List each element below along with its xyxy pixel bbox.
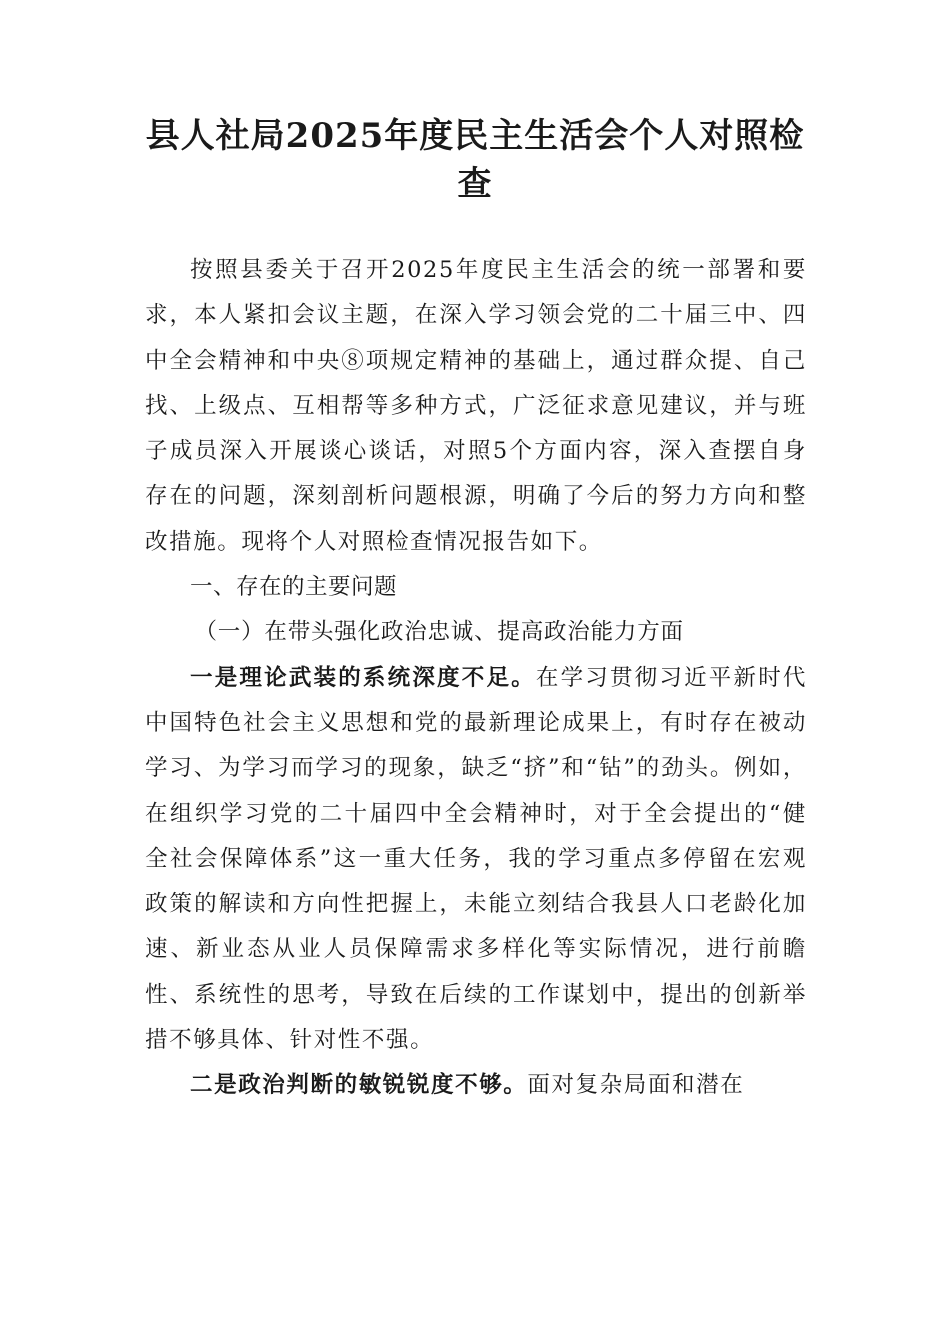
section-heading: 一、存在的主要问题 <box>190 574 398 601</box>
point-body: 在学习贯彻习近平新时代中国特色社会主义思想和党的最新理论成果上，有时存在被动学习、为学习而学习的现象，缺乏“挤”和“钻”的劲头。例如，在组织学习党的二十届四中全会精神时，对于全会提出的“健全社会保障体系”这一重大任务，我的学习重点多停留在宏观政策的解读和方向性把握上，未能立刻结合我县人口老龄化加速、新业态从业人员保障需求多样化等实际情况，进行前瞻性、系统性的思考，导致在后续的工作谋划中，提出的创新举措不够具体、针对性不强。 <box>145 664 807 1054</box>
intro-paragraph: 按照县委关于召开2025年度民主生活会的统一部署和要求，本人紧扣会议主题，在深入学习领会党的二十届三中、四中全会精神和中央⑧项规定精神的基础上，通过群众提、自己找、上级点、互相帮等多种方式，广泛征求意见建议，并与班子成员深入开展谈心谈话，对照5个方面内容，深入查摆自身存在的问题，深刻剖析问题根源，明确了今后的努力方向和整改措施。现将个人对照检查情况报告如下。 <box>145 257 807 555</box>
point-paragraph <box>145 1063 807 1108</box>
document-title: 县人社局2025年度民主生活会个人对照检查 <box>145 116 805 204</box>
point-paragraph <box>145 656 807 1064</box>
point-lead: 二是政治判断的敏锐锐度不够。 <box>190 1072 528 1099</box>
document-body <box>145 248 807 1109</box>
point-lead: 一是理论武装的系统深度不足。 <box>190 664 536 691</box>
subsection-heading: （一）在带头强化政治忠诚、提高政治能力方面 <box>194 619 684 646</box>
point-body: 面对复杂局面和潜在 <box>527 1072 745 1099</box>
